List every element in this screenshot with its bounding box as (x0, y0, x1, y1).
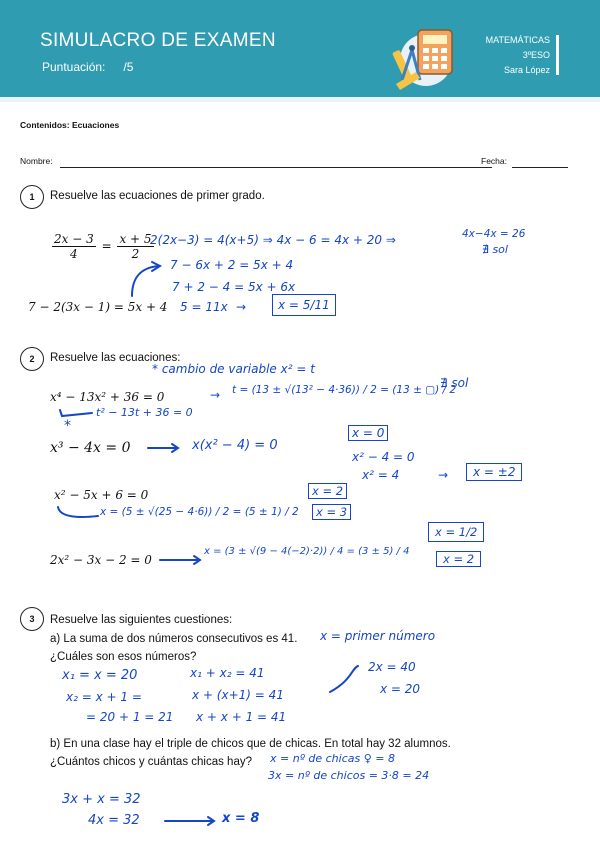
q2-hw-note: * cambio de variable x² = t (152, 362, 315, 376)
q2-hw-b-sq: x² − 4 = 0 (352, 450, 415, 464)
score-value: /5 (123, 60, 134, 74)
score-label: Puntuación: (42, 60, 106, 74)
question-3a-line1: a) La suma de dos números consecutivos es 41. (50, 633, 298, 645)
question-2-prompt: Resuelve las ecuaciones: (50, 352, 181, 364)
q1-equation-a (50, 232, 156, 261)
question-3-prompt: Resuelve las siguientes cuestiones: (50, 614, 233, 626)
q1-eq-a-equals: = (101, 239, 112, 253)
name-label: Nombre: (20, 156, 53, 166)
q3-hw-b-line1: 3x + x = 32 (62, 792, 141, 807)
question-3-number: 3 (20, 607, 44, 631)
q2-hw-b-result: x(x² − 4) = 0 (192, 438, 278, 453)
q2-hw-d-result: x = (3 ± √(9 − 4(−2)·2)) / 4 = (3 ± 5) / 4 (204, 546, 410, 557)
q2-hw-c-result: x = (5 ± √(25 − 4·6)) / 2 = (5 ± 1) / 2 (100, 506, 299, 518)
q2-hw-b-x0: x = 0 (348, 425, 388, 441)
question-1-number: 1 (20, 185, 44, 209)
q2-hw-b-answer: x = ±2 (466, 463, 522, 481)
teacher-name: Sara López (503, 65, 550, 75)
q1-hw-answer: x = 5/11 (272, 294, 336, 316)
q3-hw-b-line2: 4x = 32 (88, 813, 140, 828)
q2-hw-c-ans2: x = 3 (312, 504, 351, 520)
q2-hw-a-result: t = (13 ± √(13² − 4·36)) / 2 = (13 ± ▢) / 2 (232, 384, 457, 396)
q1-eq-a-num1: 2x − 3 (54, 232, 94, 246)
date-label: Fecha: (481, 156, 507, 166)
q3-hw-b-definition2: 3x = nº de chicos = 3·8 = 24 (268, 769, 430, 782)
q3-hw-a-right1: 2x = 40 (368, 660, 416, 674)
question-3b-line1: b) En una clase hay el triple de chicos que de chicas. En total hay 32 alumnos. (50, 738, 451, 750)
q3-hw-a-line2: x₂ = x + 1 = (66, 690, 142, 704)
q1-hw-line2: 7 − 6x + 2 = 5x + 4 (170, 258, 294, 272)
q2-hw-c-ans1: x = 2 (308, 483, 347, 499)
q1-eq-a-num2: x + 5 (119, 232, 152, 246)
q1-hw-arrow: → (236, 300, 247, 314)
q3-hw-b-answer: x = 8 (222, 811, 260, 826)
question-2-number: 2 (20, 347, 44, 371)
contents-label: Contenidos: Ecuaciones (20, 120, 120, 130)
q3-hw-a-mid1: x₁ + x₂ = 41 (190, 666, 265, 680)
q2-hw-b-x2: x² = 4 (362, 468, 400, 482)
q1-eq-a-den1: 4 (70, 247, 78, 261)
q1-hw-line1: 2(2x−3) = 4(x+5) ⇒ 4x − 6 = 4x + 20 ⇒ (150, 233, 396, 247)
q2-equation-a: x⁴ − 13x² + 36 = 0 (50, 390, 165, 404)
q2-hw-d-ans2: x = 2 (436, 551, 481, 567)
q2-hw-star: * (64, 418, 71, 434)
q1-hw-line3: 7 + 2 − 4 = 5x + 6x (172, 280, 296, 294)
page-title: SIMULACRO DE EXAMEN (40, 30, 276, 51)
q2-equation-d: 2x² − 3x − 2 = 0 (50, 553, 152, 567)
question-3a-line2: ¿Cuáles son esos números? (50, 651, 197, 663)
q1-eq-a-den2: 2 (131, 247, 140, 261)
q1-hw-line4: 5 = 11x (180, 300, 228, 314)
q1-hw-line1b: 4x−4x = 26 (462, 228, 526, 240)
q2-hw-d-ans1: x = 1/2 (428, 522, 484, 542)
q1-equation-b: 7 − 2(3x − 1) = 5x + 4 (28, 300, 168, 314)
q2-hw-a-substitution: t² − 13t + 36 = 0 (96, 406, 193, 419)
grade-label: 3ºESO (522, 50, 550, 60)
q1-hw-no-solution: ∄ sol (482, 243, 508, 256)
question-1-prompt: Resuelve las ecuaciones de primer grado. (50, 190, 265, 202)
q3-hw-a-definition: x = primer número (320, 629, 436, 643)
q3-hw-a-line3: = 20 + 1 = 21 (86, 710, 174, 724)
q2-equation-b: x³ − 4x = 0 (50, 440, 131, 456)
q3-hw-b-definition1: x = nº de chicas ♀ = 8 (270, 752, 395, 765)
q2-hw-a-arrow: → (210, 388, 221, 402)
question-3b-line2: ¿Cuántos chicos y cuántas chicas hay? (50, 756, 252, 768)
q3-hw-a-right2: x = 20 (380, 682, 421, 696)
q3-hw-a-line1: x₁ = x = 20 (62, 668, 138, 683)
q2-equation-c: x² − 5x + 6 = 0 (54, 488, 149, 502)
q2-hw-a-no-solution: ∄ sol (440, 376, 469, 390)
q2-hw-b-arrow: → (438, 468, 449, 482)
subject-label: MATEMÁTICAS (485, 35, 550, 45)
q3-hw-a-mid3: x + x + 1 = 41 (196, 710, 287, 724)
q3-hw-a-mid2: x + (x+1) = 41 (192, 688, 284, 702)
